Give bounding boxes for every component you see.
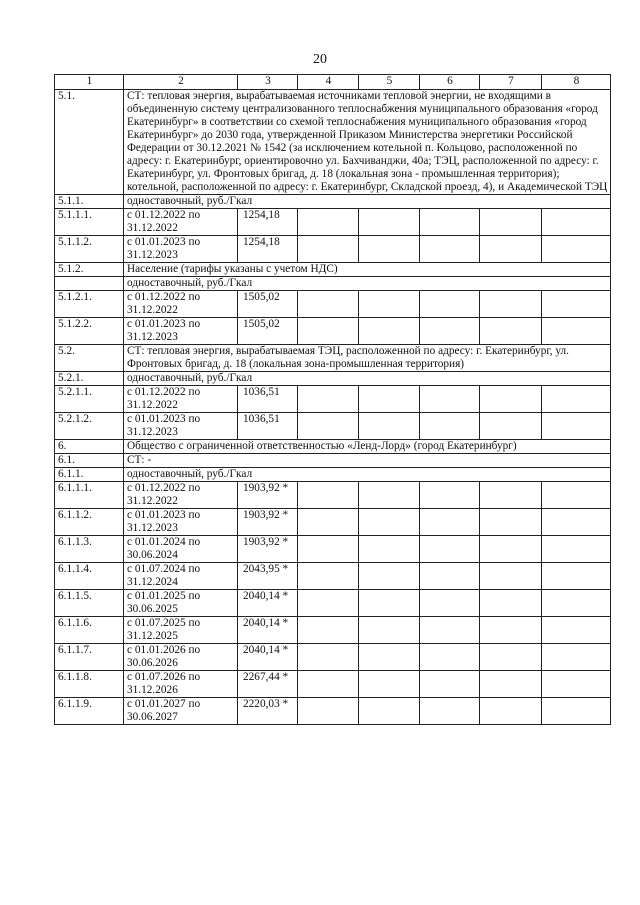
empty-cell: [298, 413, 359, 440]
empty-cell: [480, 291, 542, 318]
empty-cell: [298, 590, 359, 617]
column-header: 2: [124, 75, 238, 90]
period-cell: с 01.01.2023 по 31.12.2023: [124, 509, 238, 536]
empty-cell: [542, 209, 611, 236]
empty-cell: [359, 482, 420, 509]
table-row: [55, 291, 611, 318]
section-title: одноставочный, руб./Гкал: [124, 195, 611, 209]
empty-cell: [542, 386, 611, 413]
table-row: [55, 536, 611, 563]
tariff-value: 1903,92 *: [238, 482, 298, 509]
section-title: СТ: тепловая энергия, вырабатываемая ТЭЦ, расположенной по адресу: г. Екатеринбург, ул. Фронтовых бригад, д. 18 (локальная зона-промышленная территория): [124, 345, 611, 372]
tariff-value: 1036,51: [238, 386, 298, 413]
period-cell: с 01.07.2025 по 31.12.2025: [124, 617, 238, 644]
empty-cell: [480, 644, 542, 671]
table-row: [55, 318, 611, 345]
section-row: [55, 277, 611, 291]
empty-cell: [542, 563, 611, 590]
period-cell: с 01.12.2022 по 31.12.2022: [124, 209, 238, 236]
period-cell: с 01.07.2026 по 31.12.2026: [124, 671, 238, 698]
empty-cell: [359, 236, 420, 263]
tariff-value: 1036,51: [238, 413, 298, 440]
empty-cell: [298, 509, 359, 536]
empty-cell: [542, 671, 611, 698]
table-row: [55, 209, 611, 236]
empty-cell: [298, 617, 359, 644]
table-row: [55, 590, 611, 617]
row-number: 5.1.1.2.: [55, 236, 124, 263]
period-cell: с 01.12.2022 по 31.12.2022: [124, 482, 238, 509]
section-row: [55, 372, 611, 386]
empty-cell: [480, 236, 542, 263]
column-header: 7: [480, 75, 542, 90]
period-cell: с 01.01.2026 по 30.06.2026: [124, 644, 238, 671]
empty-cell: [420, 644, 480, 671]
empty-cell: [359, 509, 420, 536]
section-row: [55, 263, 611, 277]
empty-cell: [542, 236, 611, 263]
empty-cell: [298, 236, 359, 263]
period-cell: с 01.01.2027 по 30.06.2027: [124, 698, 238, 725]
empty-cell: [420, 698, 480, 725]
row-number: 5.1.2.2.: [55, 318, 124, 345]
row-number: 6.1.: [55, 454, 124, 468]
table-row: [55, 236, 611, 263]
empty-cell: [359, 698, 420, 725]
tariff-value: 1254,18: [238, 236, 298, 263]
row-number: 6.1.1.7.: [55, 644, 124, 671]
row-number: 6.1.1.3.: [55, 536, 124, 563]
column-header-row: [55, 75, 611, 90]
empty-cell: [420, 671, 480, 698]
empty-cell: [298, 318, 359, 345]
empty-cell: [480, 536, 542, 563]
empty-cell: [542, 291, 611, 318]
empty-cell: [480, 209, 542, 236]
empty-cell: [480, 413, 542, 440]
tariff-value: 2040,14 *: [238, 590, 298, 617]
table-row: [55, 644, 611, 671]
row-number: 5.1.1.: [55, 195, 124, 209]
period-cell: с 01.12.2022 по 31.12.2022: [124, 386, 238, 413]
column-header: 4: [298, 75, 359, 90]
empty-cell: [420, 209, 480, 236]
table-body: [55, 75, 611, 725]
table-row: [55, 671, 611, 698]
tariff-value: 2040,14 *: [238, 644, 298, 671]
row-number: 5.2.1.: [55, 372, 124, 386]
empty-cell: [480, 590, 542, 617]
section-title: СТ: -: [124, 454, 611, 468]
column-header: 3: [238, 75, 298, 90]
table-row: [55, 386, 611, 413]
tariff-value: 1254,18: [238, 209, 298, 236]
empty-cell: [298, 671, 359, 698]
section-title: Общество с ограниченной ответственностью «Ленд-Лорд» (город Екатеринбург): [124, 440, 611, 454]
empty-cell: [359, 536, 420, 563]
empty-cell: [359, 291, 420, 318]
table-row: [55, 617, 611, 644]
empty-cell: [542, 482, 611, 509]
table-row: [55, 482, 611, 509]
row-number: 5.2.: [55, 345, 124, 372]
section-row: [55, 195, 611, 209]
column-header: 8: [542, 75, 611, 90]
table-row: [55, 509, 611, 536]
table-row: [55, 413, 611, 440]
tariff-value: 1505,02: [238, 318, 298, 345]
empty-cell: [420, 236, 480, 263]
empty-cell: [480, 563, 542, 590]
column-header: 5: [359, 75, 420, 90]
page-number: 20: [313, 52, 327, 67]
empty-cell: [420, 386, 480, 413]
empty-cell: [420, 291, 480, 318]
row-number: 6.1.1.: [55, 468, 124, 482]
tariff-value: 2267,44 *: [238, 671, 298, 698]
row-number: 5.1.2.: [55, 263, 124, 277]
empty-cell: [542, 698, 611, 725]
empty-cell: [298, 291, 359, 318]
row-number: 6.1.1.9.: [55, 698, 124, 725]
section-row: [55, 468, 611, 482]
row-number: 6.: [55, 440, 124, 454]
empty-cell: [542, 318, 611, 345]
section-row: [55, 440, 611, 454]
empty-cell: [542, 413, 611, 440]
row-number: 5.1.1.1.: [55, 209, 124, 236]
column-header: 6: [420, 75, 480, 90]
section-row: [55, 345, 611, 372]
row-number: 5.2.1.2.: [55, 413, 124, 440]
empty-cell: [420, 413, 480, 440]
empty-cell: [359, 209, 420, 236]
section-title: одноставочный, руб./Гкал: [124, 372, 611, 386]
empty-cell: [480, 509, 542, 536]
empty-cell: [298, 563, 359, 590]
period-cell: с 01.01.2024 по 30.06.2024: [124, 536, 238, 563]
section-row: [55, 454, 611, 468]
empty-cell: [359, 563, 420, 590]
empty-cell: [480, 617, 542, 644]
empty-cell: [359, 386, 420, 413]
row-number: 6.1.1.2.: [55, 509, 124, 536]
empty-cell: [298, 386, 359, 413]
empty-cell: [542, 617, 611, 644]
tariff-value: 2043,95 *: [238, 563, 298, 590]
tariff-value: 1505,02: [238, 291, 298, 318]
period-cell: с 01.07.2024 по 31.12.2024: [124, 563, 238, 590]
period-cell: с 01.01.2023 по 31.12.2023: [124, 413, 238, 440]
empty-cell: [298, 209, 359, 236]
empty-cell: [542, 644, 611, 671]
column-header: 1: [55, 75, 124, 90]
row-number: 6.1.1.5.: [55, 590, 124, 617]
empty-cell: [298, 482, 359, 509]
empty-cell: [420, 482, 480, 509]
empty-cell: [420, 509, 480, 536]
section-title: СТ: тепловая энергия, вырабатываемая источниками тепловой энергии, не входящими в объединенную систему централизованного теплоснабжения муниципального образования «город Екатеринбург» в соответствии со схемой теплоснабжения муниципального образования «город Екатеринбург» до 2030 года, утвержденной Приказом Министерства энергетики Российской Федерации от 30.12.2021 № 1542 (за исключением котельной п. Кольцово, расположенной по адресу: г. Екатеринбург, ориентировочно ул. Бахчиванджи, 40а; ТЭЦ, расположенной по адресу: г. Екатеринбург, ул. Фронтовых бригад, д. 18 (локальная зона - промышленная территория); котельной, расположенной по адресу: г. Екатеринбург, Складской проезд, 4), и Академической ТЭЦ: [124, 90, 611, 195]
row-number: 5.2.1.1.: [55, 386, 124, 413]
empty-cell: [359, 671, 420, 698]
tariff-value: 1903,92 *: [238, 509, 298, 536]
empty-cell: [420, 318, 480, 345]
empty-cell: [542, 509, 611, 536]
empty-cell: [420, 617, 480, 644]
empty-cell: [480, 386, 542, 413]
empty-cell: [420, 590, 480, 617]
section-row: [55, 90, 611, 195]
empty-cell: [359, 644, 420, 671]
row-number: 5.1.2.1.: [55, 291, 124, 318]
table-row: [55, 698, 611, 725]
empty-cell: [359, 318, 420, 345]
empty-cell: [359, 413, 420, 440]
empty-cell: [480, 698, 542, 725]
period-cell: с 01.12.2022 по 31.12.2022: [124, 291, 238, 318]
tariff-value: 1903,92 *: [238, 536, 298, 563]
section-title: одноставочный, руб./Гкал: [124, 277, 611, 291]
period-cell: с 01.01.2025 по 30.06.2025: [124, 590, 238, 617]
empty-cell: [480, 318, 542, 345]
section-title: одноставочный, руб./Гкал: [124, 468, 611, 482]
tariff-value: 2220,03 *: [238, 698, 298, 725]
row-number: [55, 277, 124, 291]
tariff-table: [54, 74, 611, 725]
row-number: 5.1.: [55, 90, 124, 195]
table-row: [55, 563, 611, 590]
empty-cell: [359, 617, 420, 644]
empty-cell: [542, 590, 611, 617]
empty-cell: [542, 536, 611, 563]
empty-cell: [359, 590, 420, 617]
row-number: 6.1.1.1.: [55, 482, 124, 509]
section-title: Население (тарифы указаны с учетом НДС): [124, 263, 611, 277]
tariff-value: 2040,14 *: [238, 617, 298, 644]
empty-cell: [420, 563, 480, 590]
empty-cell: [480, 671, 542, 698]
period-cell: с 01.01.2023 по 31.12.2023: [124, 236, 238, 263]
empty-cell: [480, 482, 542, 509]
row-number: 6.1.1.4.: [55, 563, 124, 590]
period-cell: с 01.01.2023 по 31.12.2023: [124, 318, 238, 345]
empty-cell: [298, 536, 359, 563]
empty-cell: [420, 536, 480, 563]
row-number: 6.1.1.6.: [55, 617, 124, 644]
row-number: 6.1.1.8.: [55, 671, 124, 698]
empty-cell: [298, 644, 359, 671]
empty-cell: [298, 698, 359, 725]
